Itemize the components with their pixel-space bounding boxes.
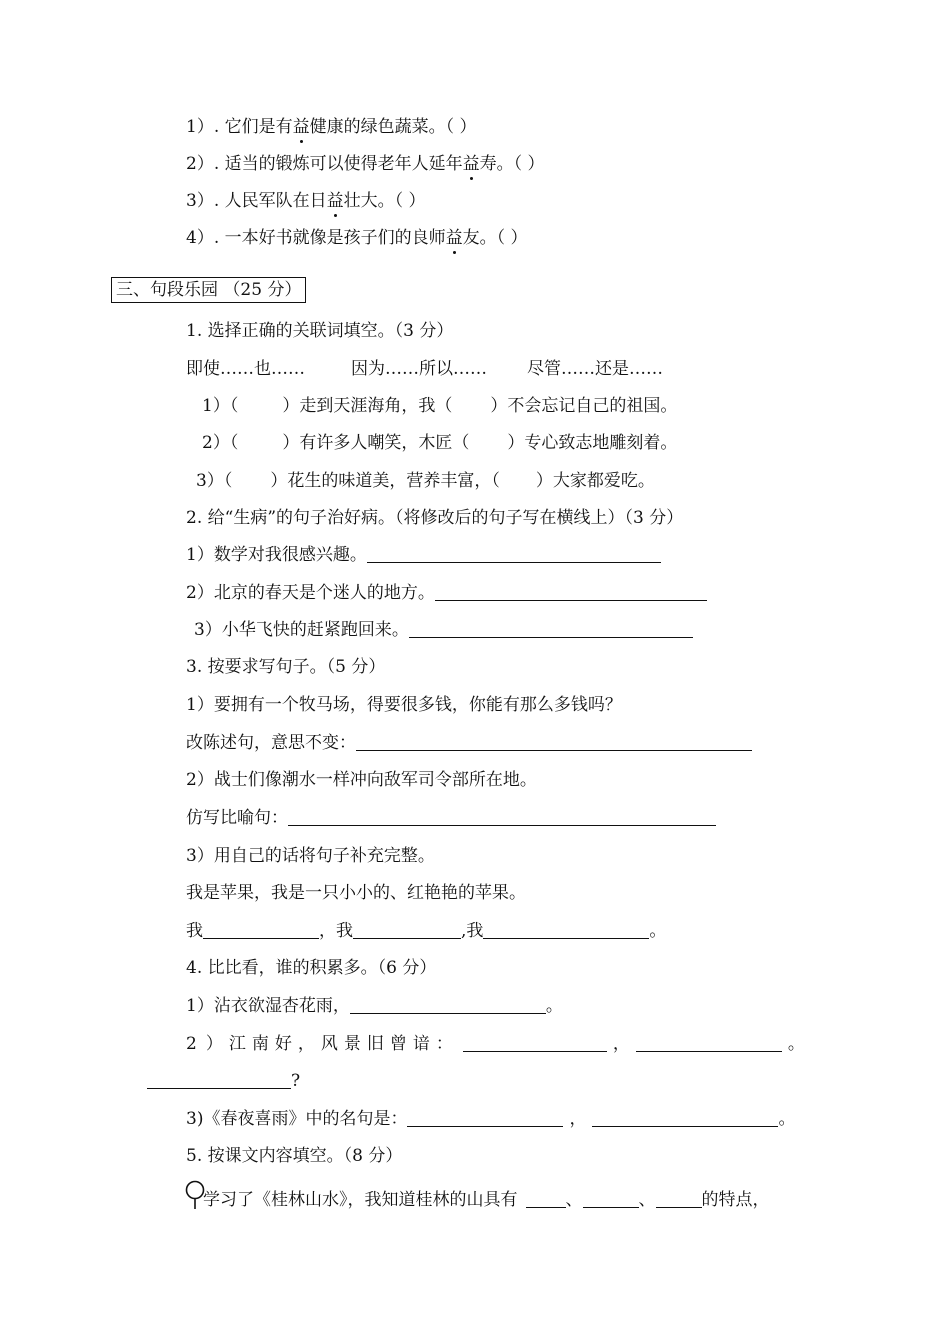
q2-title: 2. 给“生病”的句子治好病。（将修改后的句子写在横线上）（3 分） — [186, 508, 684, 528]
item-text: 3）（ — [196, 471, 233, 491]
item-text: 。 — [778, 1109, 796, 1129]
item-text: 3）. 人民军队在日 — [186, 191, 327, 211]
part2-item-3 — [186, 190, 426, 212]
item-text: 2）. 适当的锻炼可以使得老年人延年 — [186, 154, 463, 174]
spaced-char: 南 — [251, 1034, 269, 1054]
spaced-char: 2 — [186, 1034, 197, 1054]
spaced-char: ： — [435, 1034, 453, 1054]
item-text: 2）北京的春天是个迷人的地方。 — [186, 583, 435, 603]
answer-line[interactable] — [147, 1071, 291, 1089]
fill-word: 。 — [649, 921, 667, 941]
item-text: 1）. 它们是有 — [186, 117, 293, 137]
q2-item-2 — [186, 582, 707, 604]
dotted-char: 益 — [445, 228, 463, 248]
q4-title: 4. 比比看，谁的积累多。（6 分） — [186, 958, 437, 978]
answer-line[interactable] — [435, 583, 707, 601]
answer-line[interactable] — [463, 1034, 607, 1052]
spaced-char: 谙 — [412, 1034, 430, 1054]
item-text: 1）数学对我很感兴趣。 — [186, 545, 367, 565]
item-text: 3)《春夜喜雨》中的名句是： — [186, 1109, 408, 1129]
task-label: 仿写比喻句： — [186, 808, 288, 828]
answer-line[interactable] — [409, 620, 693, 638]
q3-task-1 — [186, 732, 752, 754]
part2-item-4 — [186, 227, 528, 249]
item-text: 的特点， — [701, 1190, 770, 1210]
item-text: 1）沾衣欲湿杏花雨， — [186, 996, 350, 1016]
spaced-char: 景 — [343, 1034, 361, 1054]
q2-item-3 — [194, 619, 693, 641]
item-text: 、 — [565, 1190, 583, 1210]
item-text: 4）. 一本好书就像是孩子们的良师 — [186, 228, 446, 248]
task-label: 改陈述句，意思不变： — [186, 733, 356, 753]
spaced-char: ） — [205, 1034, 223, 1054]
q1-title: 1. 选择正确的关联词填空。（3 分） — [186, 321, 454, 341]
answer-line[interactable] — [407, 1109, 563, 1127]
item-text: ）有许多人嘲笑，木匠（ — [282, 433, 470, 453]
item-text: ）走到天涯海角，我（ — [282, 396, 453, 416]
item-text: 壮大。（ ） — [343, 191, 426, 211]
spaced-char: 江 — [228, 1034, 246, 1054]
part2-item-1 — [186, 116, 477, 138]
fill-word: ，我 — [319, 921, 353, 941]
option-3: 尽管……还是…… — [527, 359, 663, 379]
spaced-char: ， — [297, 1034, 315, 1054]
q3-sentence-1: 1）要拥有一个牧马场，得要很多钱，你能有那么多钱吗？ — [186, 695, 622, 715]
fill-word: ,我 — [461, 921, 484, 941]
q5-item-1 — [203, 1189, 770, 1211]
item-text: 友。（ ） — [462, 228, 528, 248]
item-text: ）大家都爱吃。 — [535, 471, 655, 491]
item-text: 3）小华飞快的赶紧跑回来。 — [194, 620, 409, 640]
item-text: ? — [291, 1071, 301, 1091]
item-text: ）专心致志地雕刻着。 — [507, 433, 678, 453]
dotted-char: 益 — [292, 117, 310, 137]
item-text: ， — [569, 1109, 587, 1129]
spaced-char: 旧 — [366, 1034, 384, 1054]
q4-item-3 — [186, 1108, 795, 1130]
q3-example: 我是苹果，我是一只小小的、红艳艳的苹果。 — [186, 883, 526, 903]
item-text: 健康的绿色蔬菜。（ ） — [309, 117, 477, 137]
item-text: 2）（ — [202, 433, 239, 453]
q2-item-1 — [186, 544, 661, 566]
q5-title: 5. 按课文内容填空。（8 分） — [186, 1146, 403, 1166]
answer-line[interactable] — [203, 921, 319, 939]
answer-line[interactable] — [288, 808, 716, 826]
spaced-char: 。 — [787, 1034, 805, 1054]
q3-sentence-3: 3）用自己的话将句子补充完整。 — [186, 846, 435, 866]
q3-fill — [186, 920, 666, 942]
spaced-char: 好 — [274, 1034, 292, 1054]
item-text: 1）（ — [202, 396, 239, 416]
answer-line[interactable] — [350, 996, 546, 1014]
answer-line[interactable] — [592, 1109, 778, 1127]
answer-line[interactable] — [353, 921, 461, 939]
q1-item-1 — [202, 395, 677, 417]
answer-line[interactable] — [636, 1034, 782, 1052]
item-text: ）花生的味道美，营养丰富，（ — [270, 471, 500, 491]
answer-line[interactable] — [367, 545, 661, 563]
item-text: 学习了《桂林山水》，我知道桂林的山具有 — [203, 1190, 518, 1210]
dotted-char: 益 — [326, 191, 344, 211]
answer-line[interactable] — [483, 921, 649, 939]
spaced-char: 曾 — [389, 1034, 407, 1054]
answer-line[interactable] — [526, 1190, 566, 1208]
q1-options — [186, 358, 663, 380]
q3-sentence-2: 2）战士们像潮水一样冲向敌军司令部所在地。 — [186, 770, 537, 790]
q4-item-2 — [186, 1033, 805, 1055]
fill-word: 我 — [186, 921, 203, 941]
answer-line[interactable] — [583, 1190, 639, 1208]
answer-line[interactable] — [656, 1190, 702, 1208]
q4-item-1 — [186, 995, 563, 1017]
q3-task-2 — [186, 807, 716, 829]
spaced-char: ， — [612, 1034, 630, 1054]
option-1: 即使……也…… — [186, 359, 305, 379]
option-2: 因为……所以…… — [351, 359, 487, 379]
dotted-char: 益 — [462, 154, 480, 174]
spaced-char: 风 — [320, 1034, 338, 1054]
item-text: 。 — [545, 996, 563, 1016]
item-text: ）不会忘记自己的祖国。 — [490, 396, 678, 416]
item-text: 寿。（ ） — [479, 154, 545, 174]
q1-item-2 — [202, 432, 677, 454]
section-title: 三、句段乐园 （25 分） — [111, 277, 306, 303]
answer-line[interactable] — [356, 733, 752, 751]
item-text: 、 — [638, 1190, 656, 1210]
part2-item-2 — [186, 153, 545, 175]
q3-title: 3. 按要求写句子。（5 分） — [186, 657, 386, 677]
q4-item-2-cont — [147, 1070, 300, 1092]
q1-item-3 — [196, 470, 655, 492]
